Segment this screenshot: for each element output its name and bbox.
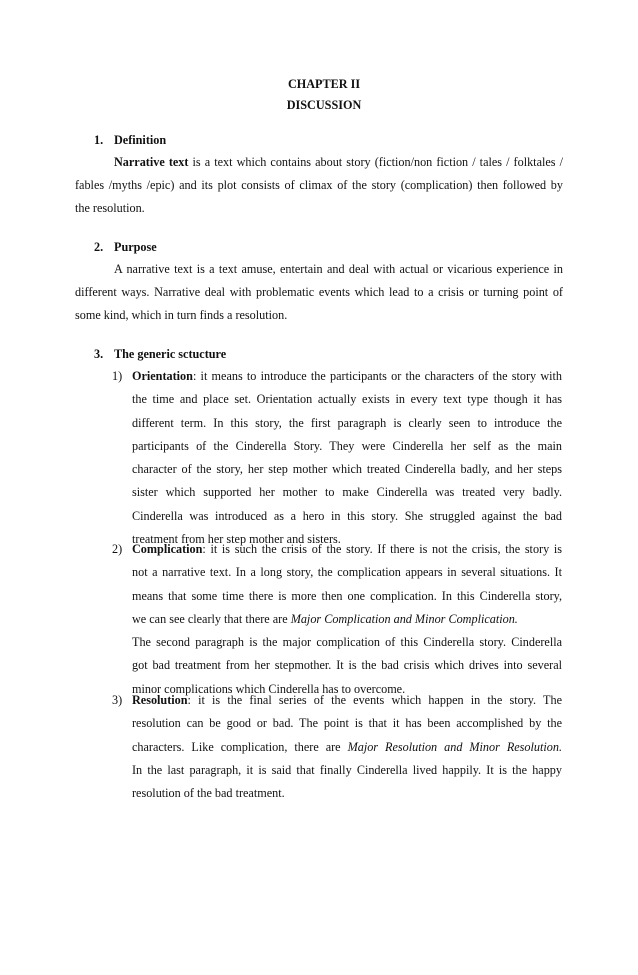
list-item-body bbox=[132, 538, 562, 701]
paragraph-line: the time and place set. Orientation actually exists in every text type though it has bbox=[132, 392, 562, 407]
list-item-body bbox=[132, 689, 562, 805]
resolution-emphasis: Major Resolution and Minor Resolution. bbox=[347, 739, 563, 754]
list-item-body bbox=[132, 365, 562, 551]
section-title: Definition bbox=[114, 133, 167, 147]
section-generic-structure-title bbox=[94, 347, 226, 362]
paragraph-line: got bad treatment from her stepmother. It is the bad crisis which drives into several bbox=[132, 658, 562, 673]
section-number: 2. bbox=[94, 240, 104, 254]
paragraph-line: some kind, which in turn finds a resolution. bbox=[75, 308, 288, 323]
paragraph-line: The second paragraph is the major complication of this Cinderella story. Cinderella bbox=[132, 635, 562, 650]
paragraph-line: means that some time there is more then one complication. In this Cinderella story, bbox=[132, 588, 562, 603]
paragraph-line: character of the story, her step mother which treated Cinderella badly, and her steps bbox=[132, 462, 562, 477]
paragraph-line: fables /myths /epic) and its plot consists of climax of the story (complication) then followed by bbox=[75, 178, 563, 193]
complication-emphasis: Major Complication and Minor Complication. bbox=[290, 611, 518, 626]
paragraph-line: not a narrative text. In a long story, the complication appears in several situations. It bbox=[132, 565, 562, 580]
paragraph-line: In the last paragraph, it is said that finally Cinderella lived happily. It is the happy bbox=[132, 762, 562, 777]
paragraph-line: Complication: it is such the crisis of the story. If there is not the crisis, the story is bbox=[132, 542, 562, 556]
paragraph-line: A narrative text is a text amuse, entertain and deal with actual or vicarious experience in bbox=[114, 262, 563, 276]
paragraph-line: Orientation: it means to introduce the participants or the characters of the story with bbox=[132, 369, 562, 383]
complication-term: Complication bbox=[132, 542, 203, 556]
section-purpose-title bbox=[94, 240, 157, 255]
paragraph-line: the resolution. bbox=[75, 201, 145, 216]
purpose-paragraph bbox=[75, 258, 563, 328]
paragraph-line: Cinderella was introduced as a hero in this story. She struggled against the bad bbox=[132, 508, 562, 523]
chapter-heading: CHAPTER II bbox=[287, 77, 361, 91]
orientation-term: Orientation bbox=[132, 369, 193, 383]
list-item-number: 3) bbox=[112, 693, 123, 707]
list-item-number: 2) bbox=[112, 542, 123, 556]
resolution-term: Resolution bbox=[132, 693, 188, 707]
section-number: 1. bbox=[94, 133, 104, 147]
paragraph-line: different ways. Narrative deal with problematic events which lead to a crisis or turning point of bbox=[75, 285, 563, 300]
definition-paragraph bbox=[75, 151, 563, 221]
section-title: The generic sctucture bbox=[114, 347, 227, 361]
definition-term: Narrative text bbox=[114, 155, 189, 169]
paragraph-line: minor complications which Cinderella has to overcome. bbox=[132, 681, 406, 696]
section-definition-title bbox=[94, 133, 166, 148]
discussion-heading: DISCUSSION bbox=[286, 98, 362, 112]
paragraph-line: Narrative text is a text which contains about story (fiction/non fiction / tales / folktales / bbox=[114, 155, 563, 169]
section-title: Purpose bbox=[114, 240, 157, 254]
paragraph-line: resolution of the bad treatment. bbox=[132, 786, 285, 801]
paragraph-line: resolution can be good or bad. The point is that it has been accomplished by the bbox=[132, 716, 562, 731]
paragraph-line: we can see clearly that there are Major Complication and Minor Complication. bbox=[132, 611, 518, 626]
paragraph-line: participants of the Cinderella Story. They were Cinderella her self as the main bbox=[132, 438, 562, 453]
paragraph-line: sister which supported her mother to make Cinderella was treated very badly. bbox=[132, 485, 562, 500]
paragraph-line: Resolution: it is the final series of the events which happen in the story. The bbox=[132, 693, 562, 707]
list-item-number: 1) bbox=[112, 369, 123, 383]
paragraph-line: characters. Like complication, there are Major Resolution and Minor Resolution. bbox=[132, 739, 563, 754]
paragraph-line: different term. In this story, the first paragraph is clearly seen to introduce the bbox=[132, 415, 562, 430]
section-number: 3. bbox=[94, 347, 104, 361]
paragraph-line: treatment from her step mother and sisters. bbox=[132, 532, 341, 547]
